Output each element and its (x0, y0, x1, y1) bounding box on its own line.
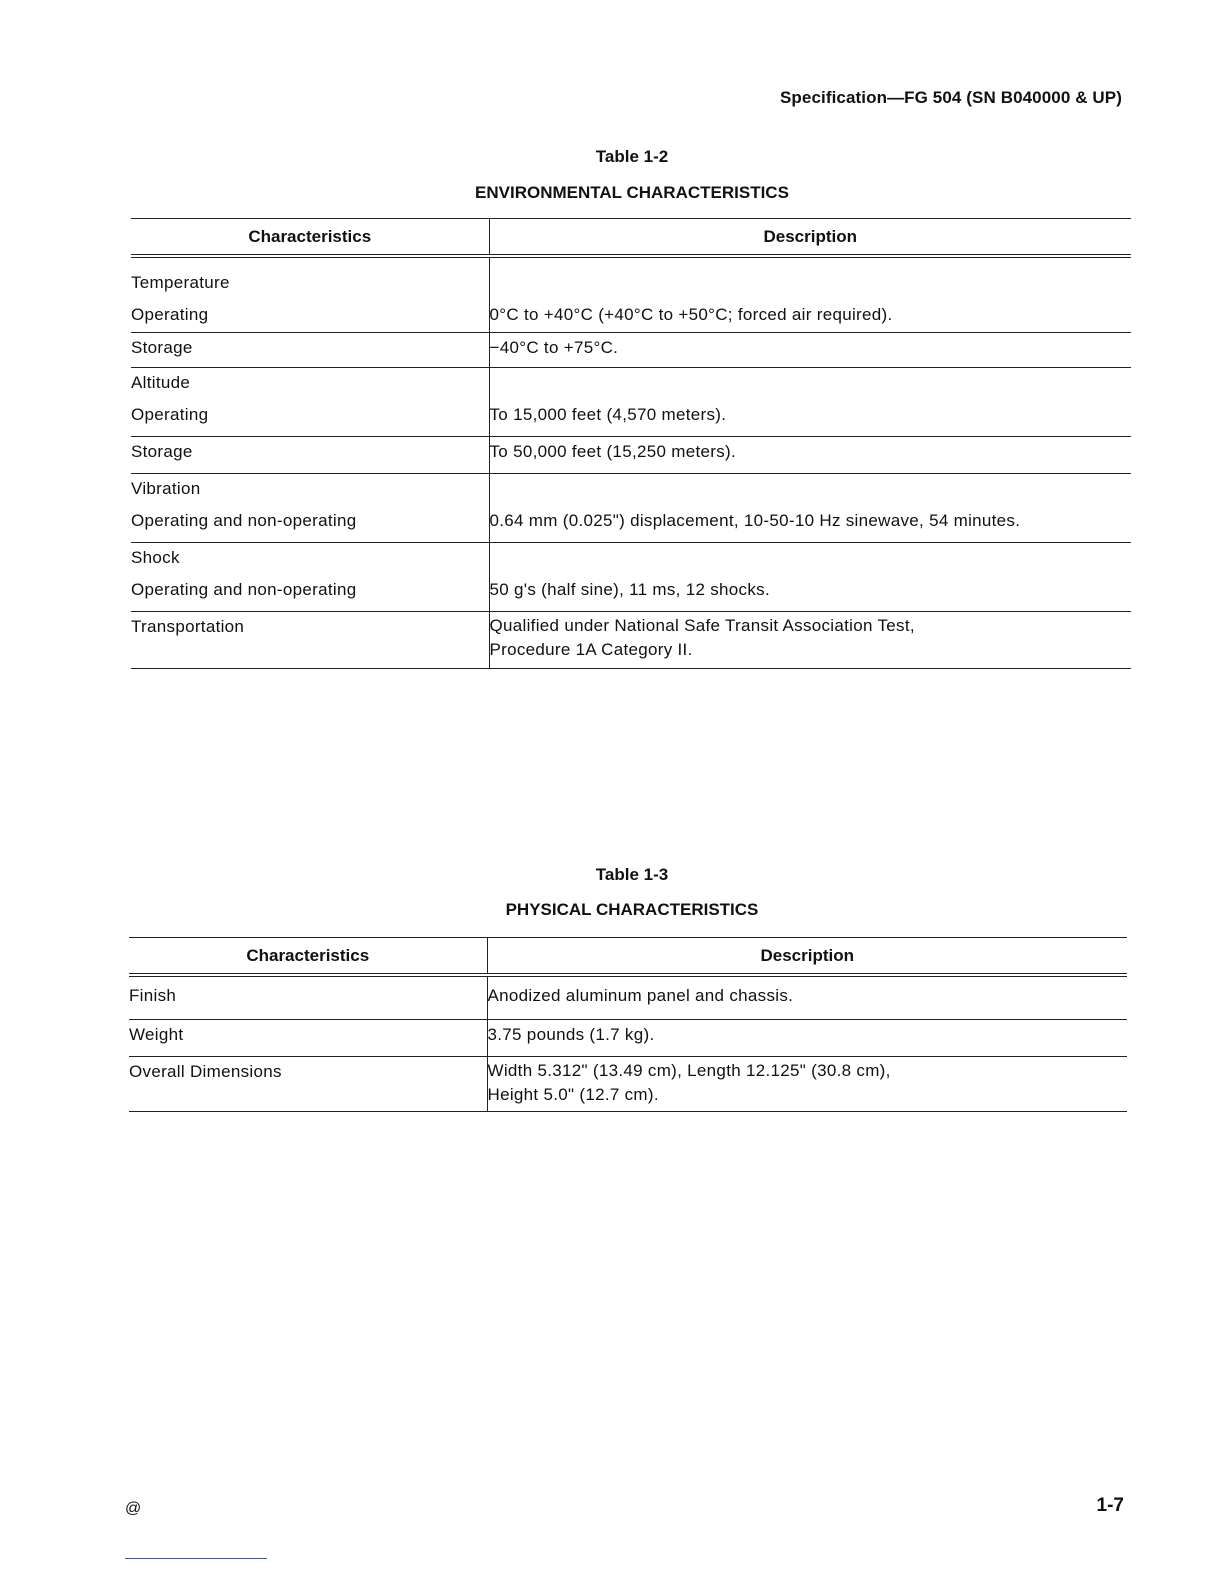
table-row (129, 1020, 1127, 1057)
row-value-finish: Anodized aluminum panel and chassis. (487, 975, 1127, 1020)
row-value-altitude-operating: To 15,000 feet (4,570 meters). (489, 400, 1131, 437)
table-row (131, 612, 1131, 669)
row-label-operating-non-operating: Operating and non-operating (131, 575, 489, 612)
table-1-2-title: ENVIRONMENTAL CHARACTERISTICS (475, 183, 789, 202)
column-header-characteristics: Characteristics (129, 938, 487, 976)
row-label-operating-non-operating: Operating and non-operating (131, 506, 489, 543)
row-value-temperature-operating: 0°C to +40°C (+40°C to +50°C; forced air required). (489, 300, 1131, 333)
table-header-row (131, 219, 1131, 257)
table-row (131, 400, 1131, 437)
table-1-2-number: Table 1-2 (595, 147, 669, 166)
row-value-altitude-storage: To 50,000 feet (15,250 meters). (489, 437, 1131, 474)
table-row (131, 506, 1131, 543)
row-value-transportation-line1: Qualified under National Safe Transit Association Test, (489, 616, 915, 635)
running-header: Specification—FG 504 (SN B040000 & UP) (779, 88, 1122, 107)
table-row (131, 437, 1131, 474)
table-row (131, 575, 1131, 612)
footer-symbol: @ (125, 1500, 142, 1517)
row-label-storage: Storage (131, 333, 489, 368)
row-value-weight: 3.75 pounds (1.7 kg). (487, 1020, 1127, 1057)
row-label-overall-dimensions: Overall Dimensions (129, 1057, 487, 1112)
group-label-vibration: Vibration (131, 474, 489, 507)
table-row (131, 300, 1131, 333)
row-value-dimensions-line2: Height 5.0" (12.7 cm). (487, 1085, 659, 1104)
row-value-dimensions-line1: Width 5.312" (13.49 cm), Length 12.125" (30.8 cm), (487, 1061, 891, 1080)
group-label-transportation: Transportation (131, 612, 489, 669)
table-row (131, 368, 1131, 401)
table-row (131, 333, 1131, 368)
physical-characteristics-table (129, 937, 1127, 1112)
table-row (129, 975, 1127, 1020)
row-value-shock: 50 g's (half sine), 11 ms, 12 shocks. (489, 575, 1131, 612)
page-number: 1-7 (1096, 1495, 1124, 1516)
table-1-3-title: PHYSICAL CHARACTERISTICS (505, 900, 759, 919)
table-row (129, 1057, 1127, 1112)
row-label-storage: Storage (131, 437, 489, 474)
table-1-3-number: Table 1-3 (595, 865, 669, 884)
row-label-finish: Finish (129, 975, 487, 1020)
table-row (131, 256, 1131, 300)
group-label-temperature: Temperature (131, 256, 489, 300)
row-label-operating: Operating (131, 300, 489, 333)
row-label-weight: Weight (129, 1020, 487, 1057)
row-value-transportation-line2: Procedure 1A Category II. (489, 640, 693, 659)
environmental-characteristics-table (131, 218, 1131, 669)
group-label-altitude: Altitude (131, 368, 489, 401)
column-header-description: Description (489, 219, 1131, 257)
row-value-temperature-storage: −40°C to +75°C. (489, 333, 1131, 368)
table-header-row (129, 938, 1127, 976)
column-header-characteristics: Characteristics (131, 219, 489, 257)
bottom-rule (125, 1558, 267, 1559)
row-value-vibration: 0.64 mm (0.025") displacement, 10-50-10 Hz sinewave, 54 minutes. (489, 506, 1131, 543)
group-label-shock: Shock (131, 543, 489, 576)
row-label-operating: Operating (131, 400, 489, 437)
column-header-description: Description (487, 938, 1127, 976)
table-row (131, 474, 1131, 507)
table-row (131, 543, 1131, 576)
